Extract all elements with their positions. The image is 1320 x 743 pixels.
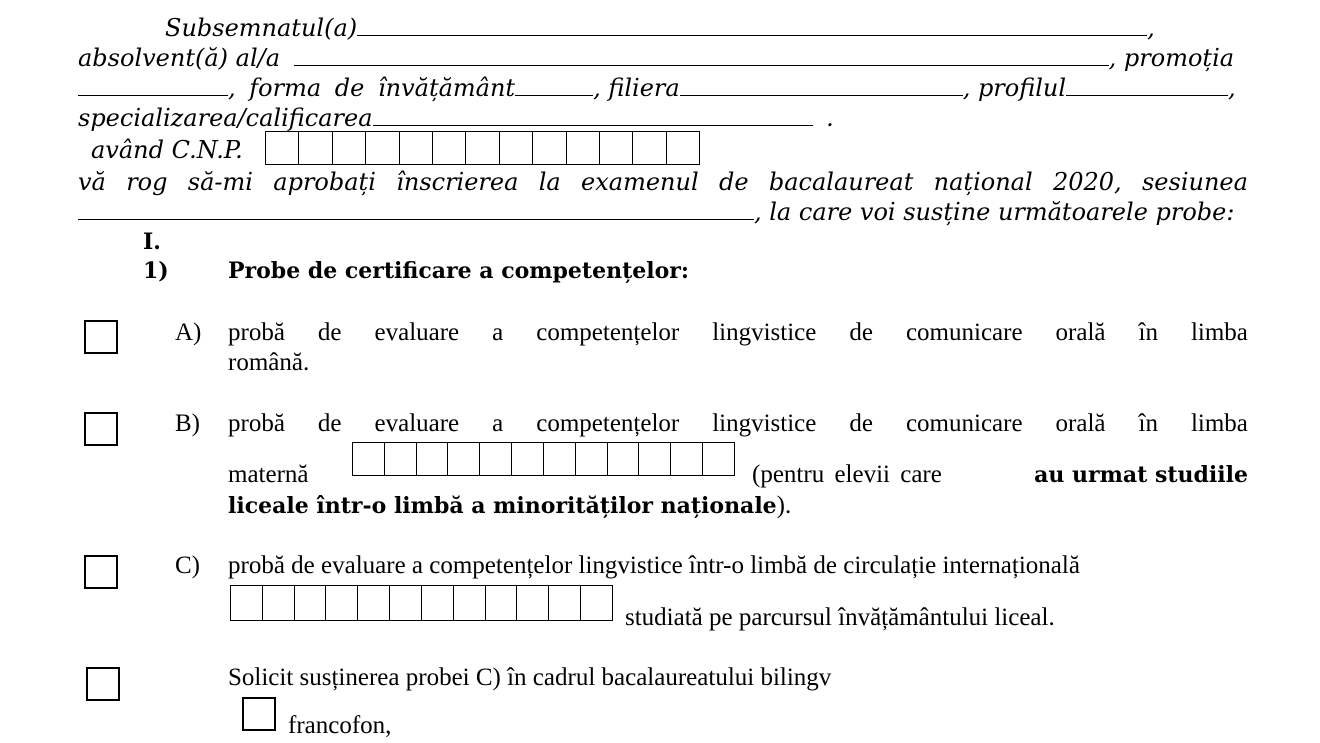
rog-word: de: [718, 168, 749, 196]
item-a-line1: [228, 319, 1248, 347]
checkbox-b[interactable]: [84, 412, 118, 446]
letter-box[interactable]: [667, 132, 699, 164]
item-b-bold1: au urmat studiile: [1034, 462, 1248, 488]
rog-word: sesiunea: [1141, 168, 1248, 196]
letter-box[interactable]: [633, 132, 666, 164]
letter-box[interactable]: [400, 132, 433, 164]
section-roman: I.: [143, 229, 161, 255]
letter-box[interactable]: [333, 132, 366, 164]
absolvent-line: [78, 44, 1234, 72]
item-b-materna: maternă: [228, 461, 309, 488]
cnp-boxes[interactable]: [265, 131, 700, 165]
rog-word: național: [933, 168, 1033, 196]
subsemnatul-label: Subsemnatul(a): [165, 14, 358, 42]
item-b-word: competențelor: [536, 410, 680, 437]
rog-word: vă: [78, 168, 106, 196]
forma-field[interactable]: [515, 75, 593, 96]
item-a-word: a: [492, 319, 504, 346]
letter-box[interactable]: [576, 443, 608, 475]
item-a-word: competențelor: [536, 319, 680, 346]
letter-box[interactable]: [480, 443, 512, 475]
letter-box[interactable]: [454, 586, 486, 620]
item-b-line3: [228, 492, 791, 520]
item-a-word: comunicare: [905, 319, 1023, 346]
rog-word: la: [538, 168, 561, 196]
care-line: [78, 198, 1234, 226]
letter-box[interactable]: [366, 132, 399, 164]
specializarea-field[interactable]: [373, 105, 813, 126]
item-b-bold2: liceale într-o limbă a minorităților naționale: [228, 493, 777, 519]
forma-label: , forma de învățământ: [228, 74, 516, 102]
comma: ,: [1228, 74, 1236, 102]
letter-box[interactable]: [263, 586, 295, 620]
profilul-field[interactable]: [1066, 75, 1228, 96]
item-b-pentru: (pentru elevii care: [752, 461, 942, 488]
item-b-word: în: [1138, 410, 1158, 437]
letter-box[interactable]: [295, 586, 327, 620]
letter-box[interactable]: [544, 443, 576, 475]
letter-box[interactable]: [549, 586, 581, 620]
item-b-word: comunicare: [905, 410, 1023, 437]
item-b-word: probă: [228, 410, 285, 437]
letter-box[interactable]: [353, 443, 385, 475]
letter-box[interactable]: [422, 586, 454, 620]
item-a-letter: A): [175, 319, 202, 346]
checkbox-francofon[interactable]: [242, 697, 276, 731]
letter-box[interactable]: [433, 132, 466, 164]
item-b-word: de: [317, 410, 342, 437]
letter-box[interactable]: [448, 443, 480, 475]
letter-box[interactable]: [533, 132, 566, 164]
rog-line: [78, 168, 1248, 196]
letter-box[interactable]: [231, 586, 263, 620]
item-b-letter: B): [175, 410, 200, 437]
item-c-studiata: studiată pe parcursul învățământului liceal.: [625, 604, 1055, 631]
section-number: 1): [143, 258, 169, 284]
section-title: Probe de certificare a competențelor:: [228, 258, 689, 284]
item-b-word: limba: [1190, 410, 1248, 437]
letter-box[interactable]: [703, 443, 734, 475]
item-b-word: a: [492, 410, 504, 437]
item-d-solicit: Solicit susținerea probei C) în cadrul bacalaureatului bilingv: [228, 664, 832, 691]
comma: ,: [1147, 14, 1155, 42]
profilul-label: , profilul: [962, 74, 1067, 102]
checkbox-a[interactable]: [84, 320, 118, 354]
rog-word: înscrierea: [396, 168, 519, 196]
letter-box[interactable]: [390, 586, 422, 620]
letter-box[interactable]: [600, 132, 633, 164]
sesiunea-field[interactable]: [78, 199, 754, 220]
specializarea-label: specializarea/calificarea: [78, 104, 373, 132]
rog-word: să-mi: [187, 168, 253, 196]
item-b-word: evaluare: [374, 410, 460, 437]
letter-box[interactable]: [486, 586, 518, 620]
letter-box[interactable]: [671, 443, 703, 475]
international-language-boxes[interactable]: [230, 585, 613, 621]
forma-line: [78, 74, 1236, 102]
letter-box[interactable]: [581, 586, 612, 620]
specializarea-line: [78, 104, 834, 132]
item-a-word: orală: [1055, 319, 1106, 346]
filiera-field[interactable]: [680, 75, 963, 96]
rog-word: examenul: [581, 168, 699, 196]
filiera-label: , filiera: [593, 74, 680, 102]
item-b-word: de: [849, 410, 873, 437]
item-a-word: limba: [1190, 319, 1248, 346]
item-c-letter: C): [175, 552, 200, 579]
school-field[interactable]: [294, 45, 1109, 66]
item-a-word: evaluare: [374, 319, 460, 346]
promotia-field[interactable]: [78, 75, 228, 96]
rog-word: rog: [126, 168, 168, 196]
letter-box[interactable]: [358, 586, 390, 620]
care-label: , la care voi susține următoarele probe:: [754, 198, 1235, 226]
item-b-close: ).: [776, 492, 792, 519]
checkbox-c[interactable]: [84, 555, 118, 589]
letter-box[interactable]: [567, 132, 600, 164]
letter-box[interactable]: [266, 132, 299, 164]
item-b-line1: [228, 410, 1248, 438]
letter-box[interactable]: [299, 132, 332, 164]
item-a-word: de: [317, 319, 342, 346]
letter-box[interactable]: [417, 443, 449, 475]
letter-box[interactable]: [639, 443, 671, 475]
rog-word: bacalaureat: [768, 168, 914, 196]
item-a-word: probă: [228, 319, 285, 346]
item-a-word: de: [849, 319, 873, 346]
absolvent-label: absolvent(ă) al/a: [78, 44, 281, 72]
checkbox-bilingv[interactable]: [86, 667, 120, 701]
letter-box[interactable]: [512, 443, 544, 475]
letter-box[interactable]: [500, 132, 533, 164]
rog-word: 2020,: [1052, 168, 1122, 196]
materna-language-boxes[interactable]: [352, 442, 735, 476]
item-a-word: în: [1138, 319, 1158, 346]
letter-box[interactable]: [517, 586, 549, 620]
letter-box[interactable]: [385, 443, 417, 475]
item-b-word: orală: [1055, 410, 1106, 437]
item-b-pentru-line: [752, 461, 1248, 489]
letter-box[interactable]: [608, 443, 640, 475]
item-c-line1: probă de evaluare a competențelor lingvistice într-o limbă de circulație internațională: [228, 552, 1080, 579]
item-b-word: lingvistice: [712, 410, 817, 437]
letter-box[interactable]: [466, 132, 499, 164]
period: .: [826, 104, 834, 132]
rog-word: aprobați: [273, 168, 376, 196]
cnp-label: având C.N.P.: [91, 136, 243, 164]
item-a-word: lingvistice: [712, 319, 817, 346]
item-a-line2: română.: [228, 349, 310, 376]
letter-box[interactable]: [326, 586, 358, 620]
subsemnatul-line: [165, 14, 1155, 42]
item-d-francofon: francofon,: [288, 712, 392, 739]
promotia-label: , promoția: [1108, 44, 1235, 72]
name-field[interactable]: [357, 15, 1147, 36]
